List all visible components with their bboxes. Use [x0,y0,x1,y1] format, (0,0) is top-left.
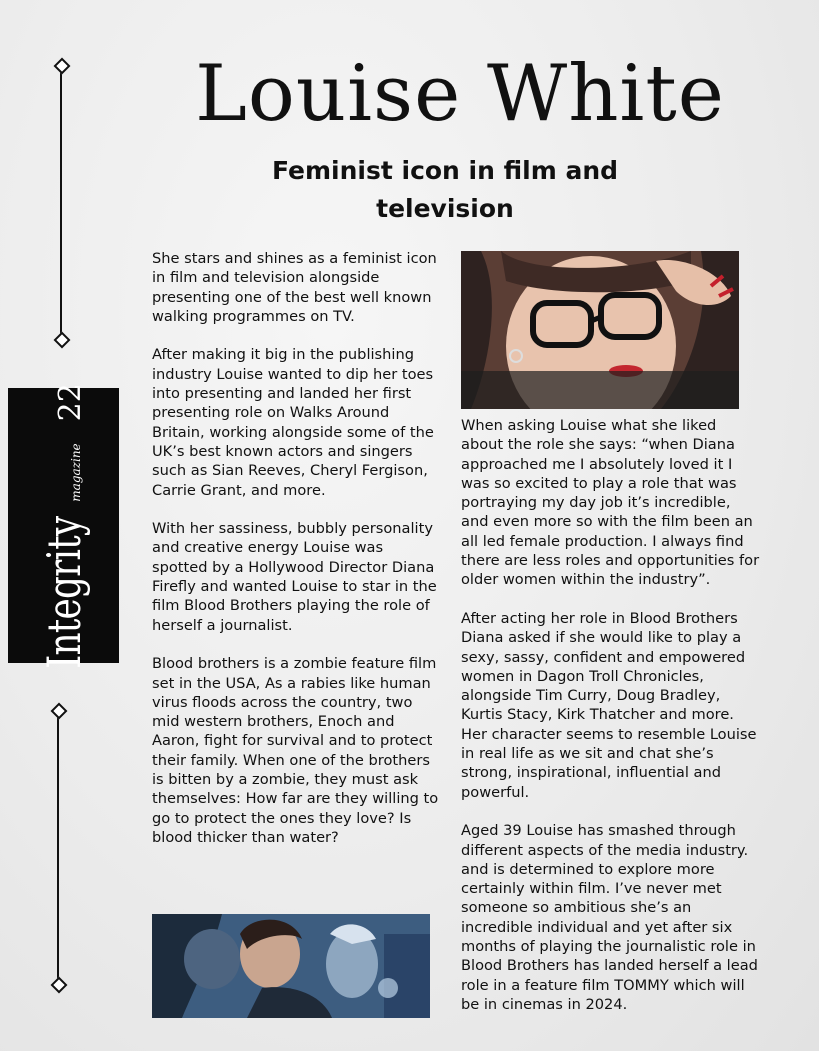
paragraph-publishing: After making it big in the publishing industry Louise wanted to dip her toes into presenting and landed her first presenting role on Walks Around Britain, working alongside some of the UK’s best known actors and singers such as Sian Reeves, Cheryl Fergison, Carrie Grant, and more. [152,346,434,499]
paragraph-intro: She stars and shines as a feminist icon in film and television alongside presenting one of the best well known walking programmes on TV. [152,250,437,325]
brand-name: Integrity [37,516,91,669]
issue-number: 22 [53,383,88,422]
article-subtitle: Feminist icon in film and television [271,156,619,223]
paragraph-blood-brothers: Blood brothers is a zombie feature film set in the USA, As a rabies like human virus floods across the country, two mid western brothers, Enoch and Aaron, fight for survival and to protect their family. When one of the brothers is bitten by a zombie, they must ask themselves: How far are they willing to go to protect the ones they love? Is blood thicker than water? [152,655,439,846]
magazine-brand-logo [8,383,119,669]
paragraph-quote: When asking Louise what she liked about the role she says: “when Diana approached me I absolutely loved it I was so excited to play a role that was portraying my day job it’s incredible, and even more so with the film been an all led female production. I always find there are less roles and opportunities for older women within the industry”. [461,417,760,589]
article-title: Louise White [195,49,725,139]
right-column [461,416,761,1034]
brand-subtitle: magazine [69,443,83,502]
paragraph-dagon-troll: After acting her role in Blood Brothers Diana asked if she would like to play a sexy, sassy, confident and empowered women in Dagon Troll Chronicles, alongside Tim Curry, Doug Bradley, Kurtis Stacy, Kirk Thatcher and more. Her character seems to resemble Louise in real life as we sit and chat she’s strong, inspirational, influential and powerful. [461,609,757,801]
portrait-photo [461,251,739,409]
paragraph-hollywood: With her sassiness, bubbly personality and creative energy Louise was spotted by a Hollywood Director Diana Firefly and wanted Louise to star in the film Blood Brothers playing the role of herself a journalist. [152,520,437,634]
paragraph-aged-39: Aged 39 Louise has smashed through different aspects of the media industry. and is determined to explore more certainly within film. I’ve never met someone so ambitious she’s an incredible individual and yet after six months of playing the journalistic role in Blood Brothers has landed herself a lead role in a feature film TOMMY which will be in cinemas in 2024. [461,822,758,1013]
left-column [152,249,442,867]
film-still-photo [152,914,430,1018]
